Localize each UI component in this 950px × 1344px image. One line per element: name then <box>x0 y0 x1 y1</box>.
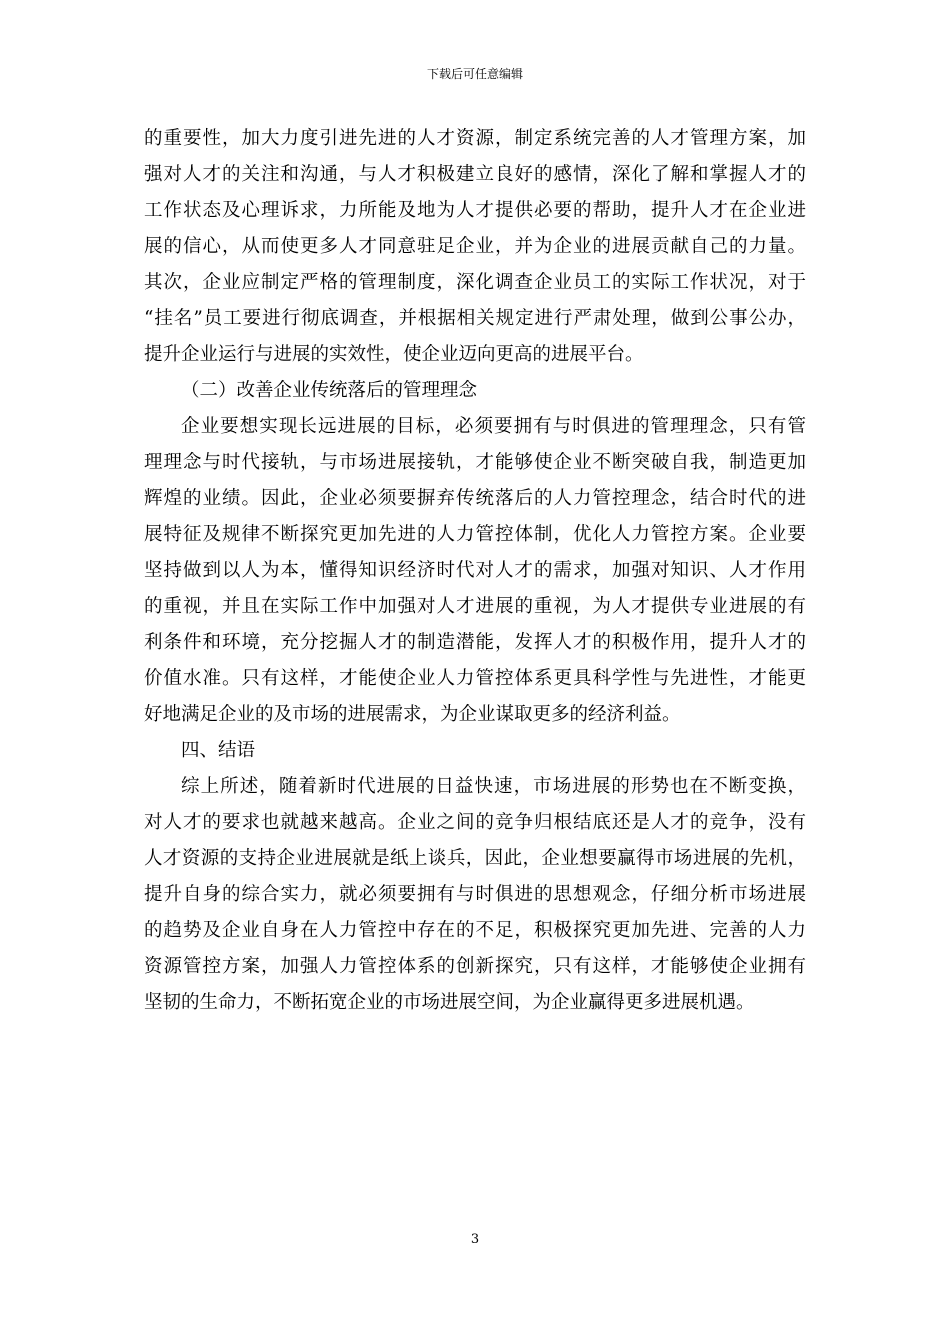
text-line: 工作状态及心理诉求，力所能及地为人才提供必要的帮助，提升人才在企业进 <box>144 200 806 221</box>
text-line: 坚持做到以人为本，懂得知识经济时代对人才的需求，加强对知识、人才作用 <box>144 560 806 581</box>
text-line: 辉煌的业绩。因此，企业必须要摒弃传统落后的人力管控理念，结合时代的进 <box>144 488 806 509</box>
text-line: 利条件和环境，充分挖掘人才的制造潜能，发挥人才的积极作用，提升人才的 <box>144 632 806 653</box>
text-line: 展的信心，从而使更多人才同意驻足企业，并为企业的进展贡献自己的力量。 <box>144 236 806 257</box>
text-line: 人才资源的支持企业进展就是纸上谈兵，因此，企业想要赢得市场进展的先机， <box>144 848 806 869</box>
text-line: “挂名”员工要进行彻底调查，并根据相关规定进行严肃处理，做到公事公办， <box>144 308 806 329</box>
document-body <box>144 121 806 1021</box>
text-line: 其次，企业应制定严格的管理制度，深化调查企业员工的实际工作状况，对于 <box>144 272 806 293</box>
text-line: 企业要想实现长远进展的目标，必须要拥有与时俱进的管理理念，只有管 <box>181 416 806 437</box>
text-line: 综上所述，随着新时代进展的日益快速，市场进展的形势也在不断变换， <box>181 776 806 797</box>
text-line: 的重视，并且在实际工作中加强对人才进展的重视，为人才提供专业进展的有 <box>144 596 806 617</box>
text-line: 资源管控方案，加强人力管控体系的创新探究，只有这样，才能够使企业拥有 <box>144 956 806 977</box>
text-line: 好地满足企业的及市场的进展需求，为企业谋取更多的经济利益。 <box>144 704 681 725</box>
text-line: 坚韧的生命力，不断拓宽企业的市场进展空间，为企业赢得更多进展机遇。 <box>144 992 755 1013</box>
text-line: 价值水准。只有这样，才能使企业人力管控体系更具科学性与先进性，才能更 <box>144 668 806 689</box>
text-line: 提升企业运行与进展的实效性，使企业迈向更高的进展平台。 <box>144 344 644 365</box>
text-line: 的重要性，加大力度引进先进的人才资源，制定系统完善的人才管理方案，加 <box>144 128 806 149</box>
text-line: 强对人才的关注和沟通，与人才积极建立良好的感情，深化了解和掌握人才的 <box>144 164 806 185</box>
text-line: 对人才的要求也就越来越高。企业之间的竞争归根结底还是人才的竞争，没有 <box>144 812 806 833</box>
text-line: 的趋势及企业自身在人力管控中存在的不足，积极探究更加先进、完善的人力 <box>144 920 806 941</box>
text-line: 展特征及规律不断探究更加先进的人力管控体制，优化人力管控方案。企业要 <box>144 524 806 545</box>
page-header: 下载后可任意编辑 <box>426 67 523 81</box>
text-line: 提升自身的综合实力，就必须要拥有与时俱进的思想观念，仔细分析市场进展 <box>144 884 806 905</box>
page-number: 3 <box>470 1232 480 1247</box>
section-heading: （二）改善企业传统落后的管理理念 <box>181 380 478 401</box>
section-heading: 四、结语 <box>181 740 256 761</box>
text-line: 理理念与时代接轨，与市场进展接轨，才能够使企业不断突破自我，制造更加 <box>144 452 806 473</box>
